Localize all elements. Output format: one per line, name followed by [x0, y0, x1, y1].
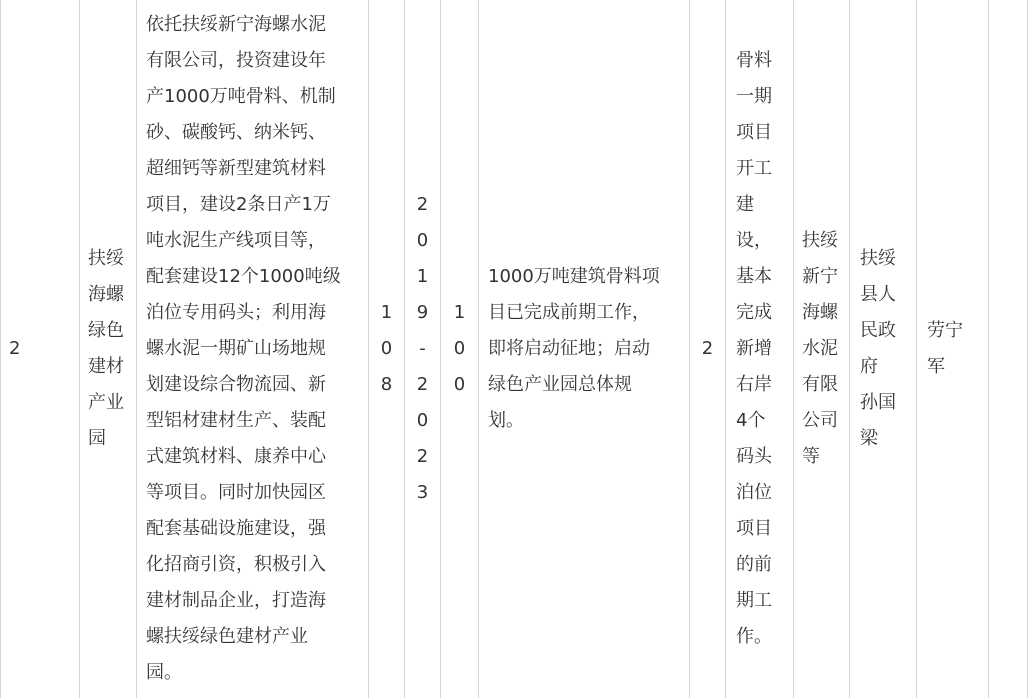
- progress-text: 1000万吨建筑骨料项 目已完成前期工作， 即将启动征地；启动 绿色产业园总体规 划。: [488, 266, 660, 431]
- cell-annual-investment: [440, 0, 478, 698]
- construction-years: 2 0 1 9 - 2 0 2 3: [416, 194, 429, 503]
- cell-phase: [689, 0, 725, 698]
- company-text: 扶绥 新宁 海螺 水泥 有限 公司 等: [802, 230, 838, 467]
- target-text: 骨料 一期 项目 开工 建 设， 基本 完成 新增 右岸 4个 码头 泊位 项目 的前 期工 作。: [736, 50, 772, 647]
- cell-project-name: [79, 0, 136, 698]
- government-text: 扶绥 县人 民政 府 孙国 梁: [860, 248, 896, 449]
- annual-investment: 1 0 0: [453, 302, 466, 395]
- leader-text: 劳宁 军: [927, 320, 963, 377]
- cell-construction-content: [136, 0, 368, 698]
- project-name: 扶绥 海螺 绿色 建材 产业 园: [88, 248, 124, 449]
- total-investment: 1 0 8: [380, 302, 393, 395]
- cell-number: [0, 0, 80, 698]
- cell-construction-years: [404, 0, 440, 698]
- phase-value: 2: [701, 338, 714, 359]
- construction-content: 依托扶绥新宁海螺水泥 有限公司，投资建设年 产1000万吨骨料、机制 砂、碳酸钙、纳米钙、 超细钙等新型建筑材料 项目，建设2条日产1万 吨水泥生产线项目等， 配套建设12个1000吨级 泊位专用码头；利用海 螺水泥一期矿山场地规 划建设综合物流园、新 型铝材建材生产、装配 式建筑材料、康养中心 等项目。同时加快园区 配套基础设施建设，强 化招商引资，积极引入 建材制品企业，打造海 螺扶绥绿色建材产业 园。: [146, 14, 341, 683]
- project-number: 2: [9, 338, 21, 359]
- cell-leader: [916, 0, 988, 698]
- cell-progress: [478, 0, 689, 698]
- cell-target: [725, 0, 793, 698]
- cell-total-investment: [368, 0, 404, 698]
- cell-government: [849, 0, 916, 698]
- cell-company: [793, 0, 849, 698]
- cell-extra: [988, 0, 1028, 698]
